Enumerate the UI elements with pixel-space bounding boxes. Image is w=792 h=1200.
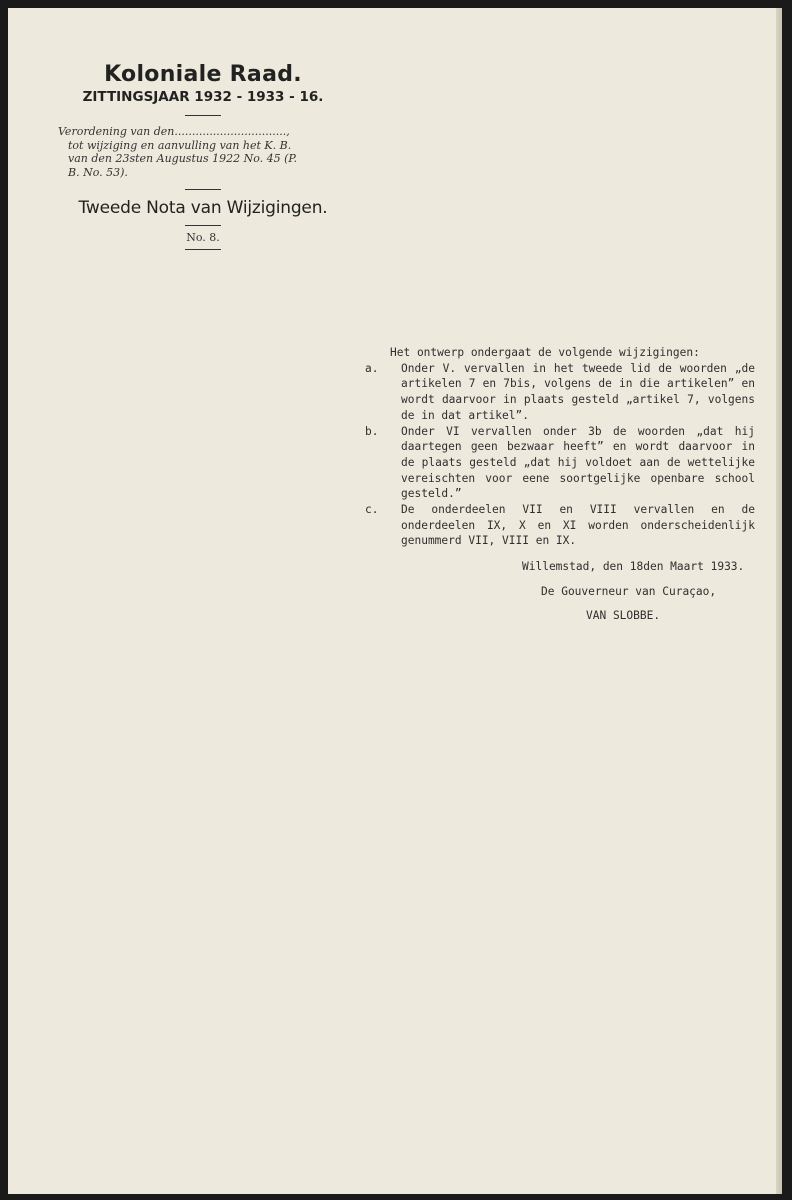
document-number: No. 8. [186, 231, 220, 244]
amendment-item [365, 361, 755, 424]
session-line: ZITTINGSJAAR 1932 - 1933 - 16. [82, 89, 324, 105]
header-block [58, 62, 348, 250]
ordinance-description [58, 125, 348, 179]
amendment-text: Onder V. vervallen in het tweede lid de woorden „de artikelen 7 en 7bis, volgens de in die artikelen” en wordt daarvoor in plaats gesteld „artikel 7, volgens de in dat artikel”. [401, 361, 755, 422]
document-title: Koloniale Raad. [104, 62, 302, 87]
amendment-text: Onder VI vervallen onder 3b de woorden „dat hij daartegen geen bezwaar heeft” en wordt daarvoor in de plaats gesteld „dat hij voldoet aan de wettelijke vereischten voor eene soortgelijke openbare school gesteld.” [401, 424, 755, 501]
signatory-name: VAN SLOBBE. [586, 608, 661, 622]
amendment-text: De onderdeelen VII en VIII vervallen en de onderdeelen IX, X en XI worden onderscheidenlijk genummerd VII, VIII en IX. [401, 503, 755, 548]
place-date: Willemstad, den 18den Maart 1933. [522, 560, 745, 574]
ordinance-line: B. No. 53). [68, 165, 128, 179]
divider-rule [185, 225, 221, 226]
governor-title: De Gouverneur van Curaçao, [541, 584, 717, 598]
document-subtitle: Tweede Nota van Wijzigingen. [78, 198, 328, 218]
amendment-item [365, 424, 755, 503]
amendment-label: c. [365, 503, 379, 517]
ordinance-line: tot wijziging en aanvulling van het K. B. [68, 138, 292, 152]
body-text [365, 345, 755, 623]
amendment-label: b. [365, 424, 379, 438]
divider-rule [185, 189, 221, 190]
divider-rule [185, 249, 221, 250]
amendment-item [365, 502, 755, 549]
page-edge [776, 8, 782, 1194]
ordinance-line: van den 23sten Augustus 1922 No. 45 (P. [68, 152, 298, 165]
amendment-label: a. [365, 361, 379, 375]
ordinance-line: Verordening van den................................, [58, 125, 290, 138]
divider-rule [185, 115, 221, 116]
intro-paragraph: Het ontwerp ondergaat de volgende wijzigingen: [390, 346, 700, 359]
document-page [8, 8, 782, 1194]
